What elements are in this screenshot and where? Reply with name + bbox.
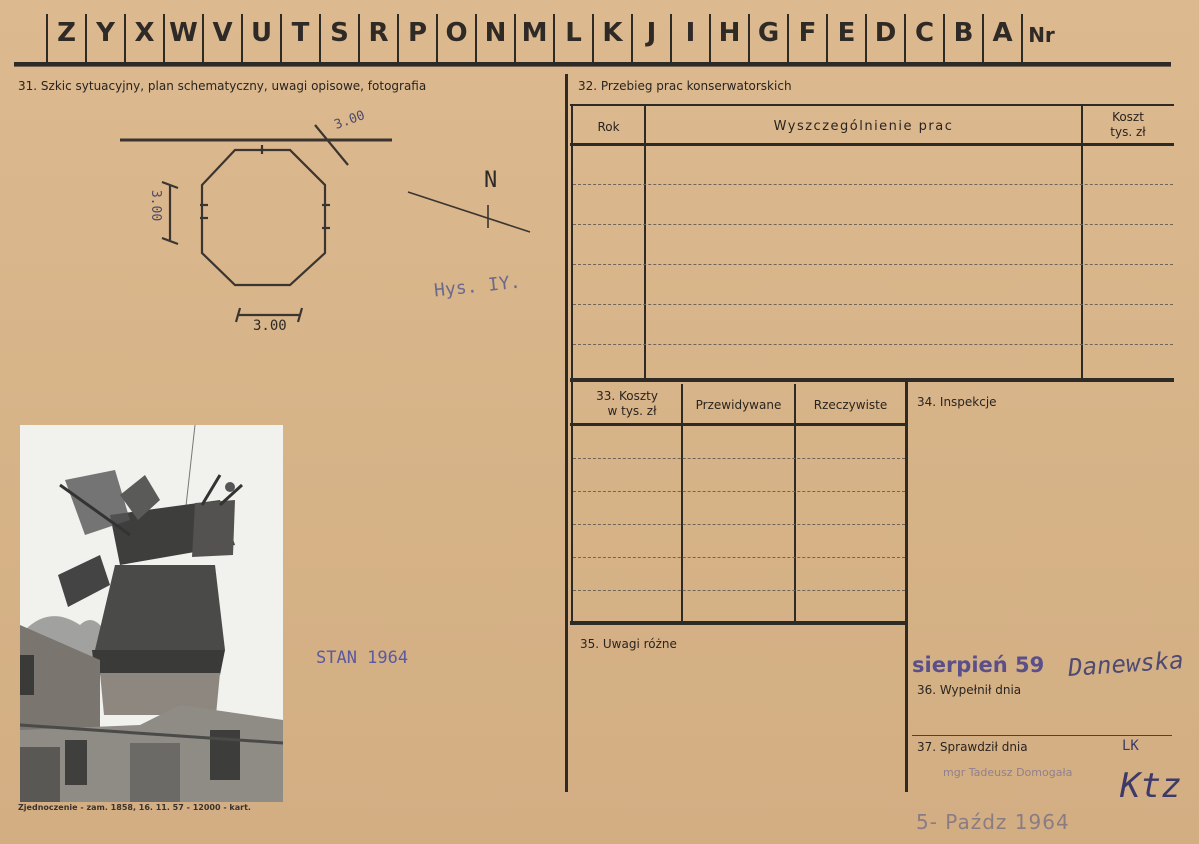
sketch-note: Hys. IY.: [433, 271, 522, 302]
header-letter-c: C: [914, 18, 935, 48]
header-letter-b: B: [953, 18, 974, 48]
checker-initials: LK: [1122, 738, 1139, 754]
table33-col-rule-1: [681, 384, 683, 624]
table33-header-rule: [570, 423, 906, 426]
filled-date-stamp: sierpień 59: [912, 653, 1045, 677]
header-letter-r: R: [368, 18, 389, 48]
table32-row-line: [573, 304, 1173, 305]
header-letter-m: M: [521, 18, 548, 48]
sketch-dim-top-line: [315, 125, 348, 165]
section-32-label: 32. Przebieg prac konserwatorskich: [578, 79, 792, 93]
section-36-label: 36. Wypełnił dnia: [917, 683, 1022, 697]
table33-col-actual: Rzeczywiste: [813, 398, 888, 412]
checker-name-stamp: mgr Tadeusz Domogała: [943, 766, 1073, 779]
main-column-divider: [565, 74, 568, 792]
header-letter-x: X: [134, 18, 155, 48]
header-letter-v: V: [212, 18, 233, 48]
table32-col-desc: Wyszczególnienie prac: [773, 119, 954, 134]
table32-col-cost-1: Koszt: [1112, 110, 1144, 124]
table33-row-line: [573, 524, 905, 525]
table32-row-line: [573, 224, 1173, 225]
table33-bottom: [570, 621, 906, 625]
header-letter-t: T: [291, 18, 310, 48]
sketch-dim-bottom: 3.00: [253, 318, 287, 334]
table32-col-rule-1: [644, 104, 646, 380]
section36-rule: [912, 735, 1172, 736]
table32-col-cost-2: tys. zł: [1110, 125, 1146, 139]
section-34-label: 34. Inspekcje: [917, 395, 997, 409]
table33-left: [571, 380, 573, 624]
sketch-dim-left: 3.00: [148, 189, 164, 222]
table32-col-year: Rok: [597, 120, 620, 134]
section-31-label: 31. Szkic sytuacyjny, plan schematyczny, uwagi opisowe, fotografia: [18, 79, 427, 93]
table32-row-line: [573, 264, 1173, 265]
situation-sketch: [110, 110, 550, 350]
sketch-octagon: [202, 150, 325, 285]
table33-row-line: [573, 458, 905, 459]
header-letter-g: G: [757, 18, 780, 48]
table33-col-rule-2: [794, 384, 796, 624]
header-letter-o: O: [445, 18, 468, 48]
stan-annotation: STAN 1964: [316, 648, 409, 668]
print-footer: Zjednoczenie - zam. 1858, 16. 11. 57 - 12000 - kart.: [18, 803, 251, 812]
table33-row-line: [573, 491, 905, 492]
header-letter-u: U: [250, 18, 273, 48]
header-rule-thin: [14, 66, 1171, 67]
checker-signature: Ktz: [1120, 766, 1182, 806]
header-box-divider: [1021, 14, 1023, 64]
table32-header-rule: [570, 143, 1174, 146]
header-letter-d: D: [874, 18, 897, 48]
table32-left: [571, 104, 573, 380]
table32-bottom: [570, 378, 1174, 382]
section-35-label: 35. Uwagi różne: [580, 637, 677, 651]
header-letter-f: F: [798, 18, 817, 48]
received-date-stamp: 5- Paźdz 1964: [916, 810, 1070, 834]
header-letter-s: S: [330, 18, 349, 48]
header-letter-k: K: [602, 18, 623, 48]
table33-label-2: w tys. zł: [607, 404, 657, 418]
table33-col-planned: Przewidywane: [695, 398, 782, 412]
windmill-photograph: [20, 425, 283, 802]
table33-row-line: [573, 590, 905, 591]
header-letter-n: N: [484, 18, 507, 48]
header-letter-i: I: [685, 18, 696, 48]
table33-row-line: [573, 557, 905, 558]
header-letter-h: H: [718, 18, 741, 48]
north-arrow-line: [408, 192, 530, 232]
windmill-photo-image: [20, 425, 283, 802]
header-letter-l: L: [565, 18, 582, 48]
header-letter-a: A: [992, 18, 1013, 48]
section-37-label: 37. Sprawdził dnia: [917, 740, 1028, 754]
header-letter-y: Y: [96, 18, 115, 48]
table32-row-line: [573, 184, 1173, 185]
table32-top: [570, 104, 1174, 106]
sketch-dim-top: 3.00: [332, 108, 367, 133]
table33-label-1: 33. Koszty: [596, 389, 658, 403]
north-label: N: [484, 168, 498, 193]
header-letter-p: P: [407, 18, 428, 48]
section34-divider: [905, 380, 908, 792]
header-letter-j: J: [646, 18, 657, 48]
header-letter-w: W: [169, 18, 198, 48]
filled-signature: Danewska: [1067, 646, 1185, 682]
table32-col-rule-2: [1081, 104, 1083, 380]
header-letter-e: E: [837, 18, 856, 48]
nr-label: Nr: [1028, 23, 1055, 47]
header-letter-z: Z: [57, 18, 76, 48]
table32-row-line: [573, 344, 1173, 345]
